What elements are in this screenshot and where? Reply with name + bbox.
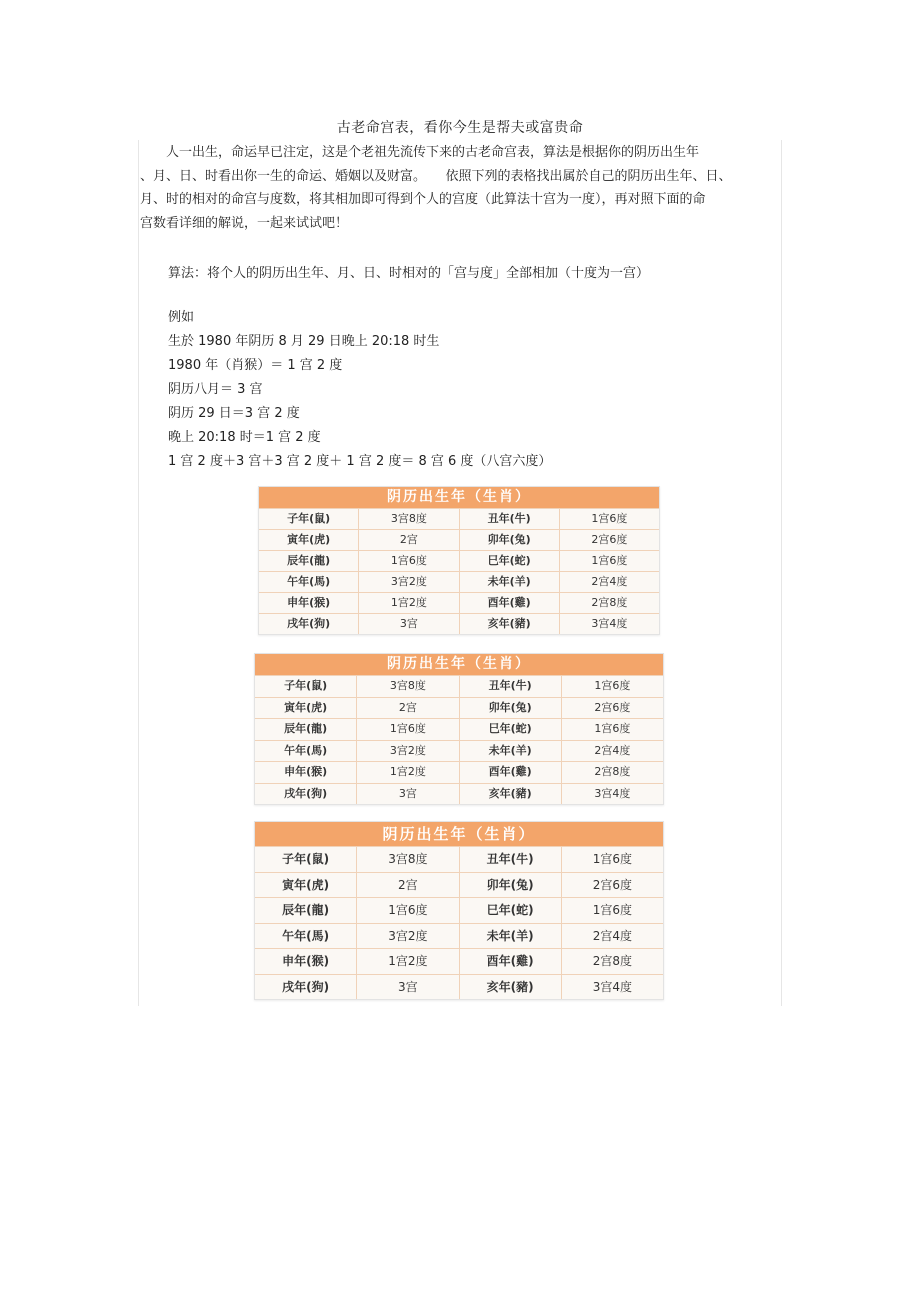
table-row <box>259 592 659 613</box>
zodiac-year-cell: 辰年(龍) <box>287 554 331 567</box>
palace-degree-cell: 2宫8度 <box>559 593 659 613</box>
zodiac-year-cell: 戌年(狗) <box>284 786 328 800</box>
palace-degree-cell: 1宫6度 <box>561 719 663 740</box>
palace-degree-cell: 3宫8度 <box>356 847 458 872</box>
zodiac-year-cell: 未年(羊) <box>459 924 561 949</box>
palace-degree-cell: 1宫6度 <box>561 847 663 872</box>
example-line: 阴历 29 日＝3 宫 2 度 <box>168 406 300 421</box>
table-row <box>259 529 659 550</box>
zodiac-year-cell: 申年(猴) <box>284 765 328 778</box>
palace-degree-cell: 3宫4度 <box>561 784 663 805</box>
palace-degree-cell: 2宫4度 <box>561 741 663 762</box>
zodiac-table-2 <box>254 653 664 805</box>
table-row <box>255 872 663 898</box>
example-block <box>168 306 551 474</box>
zodiac-year-cell: 寅年(虎) <box>282 877 330 892</box>
palace-degree-cell: 2宫6度 <box>561 873 663 898</box>
table-header: 阴历出生年（生肖） <box>259 487 659 508</box>
table-row <box>255 974 663 1000</box>
zodiac-year-cell: 卯年(兔) <box>459 698 561 719</box>
palace-degree-cell: 2宫4度 <box>561 924 663 949</box>
zodiac-table-1 <box>258 486 660 635</box>
zodiac-year-cell: 子年(鼠) <box>284 679 328 692</box>
palace-degree-cell: 1宫2度 <box>356 949 458 974</box>
zodiac-year-cell: 辰年(龍) <box>284 722 328 735</box>
palace-degree-cell: 1宫6度 <box>358 551 458 571</box>
zodiac-year-cell: 酉年(雞) <box>459 949 561 974</box>
intro-line: 、月、日、时看出你一生的命运、婚姻以及财富。 依照下列的表格找出属於自己的阴历出生年、日、 <box>140 168 732 184</box>
example-line: 1 宫 2 度＋3 宫＋3 宫 2 度＋ 1 宫 2 度＝ 8 宫 6 度（八宫六度） <box>168 454 552 469</box>
table-row <box>255 761 663 783</box>
example-line: 生於 1980 年阴历 8 月 29 日晚上 20:18 时生 <box>168 334 440 349</box>
table-row <box>255 948 663 974</box>
zodiac-year-cell: 寅年(虎) <box>284 700 328 714</box>
palace-degree-cell: 2宫 <box>356 873 458 898</box>
zodiac-year-cell: 丑年(牛) <box>459 676 561 697</box>
palace-degree-cell: 3宫 <box>356 784 458 805</box>
zodiac-year-cell: 酉年(雞) <box>459 762 561 783</box>
palace-degree-cell: 1宫6度 <box>356 719 458 740</box>
method-text: 算法：将个人的阴历出生年、月、日、时相对的「宫与度」全部相加（十度为一宫） <box>168 266 650 281</box>
palace-degree-cell: 3宫2度 <box>356 741 458 762</box>
palace-degree-cell: 1宫2度 <box>356 762 458 783</box>
table-header: 阴历出生年（生肖） <box>255 654 663 675</box>
palace-degree-cell: 1宫2度 <box>358 593 458 613</box>
zodiac-year-cell: 卯年(兔) <box>459 873 561 898</box>
zodiac-year-cell: 丑年(牛) <box>459 847 561 872</box>
zodiac-year-cell: 午年(馬) <box>284 743 328 757</box>
zodiac-year-cell: 卯年(兔) <box>459 530 559 550</box>
table-row <box>255 897 663 923</box>
zodiac-year-cell: 辰年(龍) <box>282 903 330 917</box>
palace-degree-cell: 3宫4度 <box>561 975 663 1000</box>
palace-degree-cell: 2宫4度 <box>559 572 659 592</box>
example-line: 1980 年（肖猴）＝ 1 宫 2 度 <box>168 358 343 373</box>
palace-degree-cell: 1宫6度 <box>561 898 663 923</box>
palace-degree-cell: 2宫6度 <box>561 698 663 719</box>
table-row <box>255 846 663 872</box>
table-row <box>255 740 663 762</box>
table-row <box>259 550 659 571</box>
palace-degree-cell: 3宫2度 <box>356 924 458 949</box>
zodiac-year-cell: 丑年(牛) <box>459 509 559 529</box>
table-row <box>255 718 663 740</box>
zodiac-year-cell: 申年(猴) <box>282 954 330 968</box>
zodiac-year-cell: 戌年(狗) <box>282 979 330 994</box>
palace-degree-cell: 1宫6度 <box>356 898 458 923</box>
zodiac-year-cell: 亥年(豬) <box>459 784 561 805</box>
zodiac-year-cell: 戌年(狗) <box>287 617 331 630</box>
palace-degree-cell: 3宫4度 <box>559 614 659 634</box>
zodiac-year-cell: 亥年(豬) <box>459 975 561 1000</box>
zodiac-table-3 <box>254 821 664 1000</box>
example-line: 阴历八月＝ 3 宫 <box>168 382 263 397</box>
palace-degree-cell: 3宫 <box>356 975 458 1000</box>
table-row <box>259 613 659 634</box>
palace-degree-cell: 3宫8度 <box>358 509 458 529</box>
palace-degree-cell: 2宫 <box>358 530 458 550</box>
palace-degree-cell: 2宫6度 <box>559 530 659 550</box>
zodiac-year-cell: 巳年(蛇) <box>459 898 561 923</box>
palace-degree-cell: 1宫6度 <box>561 676 663 697</box>
example-line: 例如 <box>168 310 195 325</box>
table-row <box>255 783 663 805</box>
intro-line: 人一出生，命运早已注定，这是个老祖先流传下来的古老命宫表，算法是根据你的阴历出生年 <box>140 145 700 160</box>
palace-degree-cell: 3宫 <box>358 614 458 634</box>
palace-degree-cell: 3宫2度 <box>358 572 458 592</box>
palace-degree-cell: 3宫8度 <box>356 676 458 697</box>
table-row <box>255 923 663 949</box>
table-row <box>255 675 663 697</box>
intro-paragraph <box>140 141 780 235</box>
page-title: 古老命宫表，看你今生是帮夫或富贵命 <box>336 120 584 136</box>
intro-line: 月、时的相对的命宫与度数，将其相加即可得到个人的宫度（此算法十宫为一度），再对照下面的命 <box>140 192 706 207</box>
table-row <box>255 697 663 719</box>
example-line: 晚上 20:18 时＝1 宫 2 度 <box>168 430 321 445</box>
palace-degree-cell: 1宫6度 <box>559 551 659 571</box>
table-row <box>259 508 659 529</box>
intro-line: 宫数看详细的解说，一起来试试吧！ <box>140 215 349 231</box>
zodiac-year-cell: 未年(羊) <box>459 741 561 762</box>
palace-degree-cell: 2宫 <box>356 698 458 719</box>
zodiac-year-cell: 酉年(雞) <box>459 593 559 613</box>
zodiac-year-cell: 申年(猴) <box>287 596 331 609</box>
zodiac-year-cell: 午年(馬) <box>282 928 330 943</box>
zodiac-year-cell: 寅年(虎) <box>287 533 331 546</box>
zodiac-year-cell: 子年(鼠) <box>282 852 330 866</box>
zodiac-year-cell: 巳年(蛇) <box>459 719 561 740</box>
palace-degree-cell: 1宫6度 <box>559 509 659 529</box>
table-row <box>259 571 659 592</box>
zodiac-year-cell: 子年(鼠) <box>287 512 331 525</box>
palace-degree-cell: 2宫8度 <box>561 762 663 783</box>
table-header: 阴历出生年（生肖） <box>255 822 663 846</box>
zodiac-year-cell: 巳年(蛇) <box>459 551 559 571</box>
palace-degree-cell: 2宫8度 <box>561 949 663 974</box>
zodiac-year-cell: 未年(羊) <box>459 572 559 592</box>
zodiac-year-cell: 午年(馬) <box>287 575 331 588</box>
zodiac-year-cell: 亥年(豬) <box>459 614 559 634</box>
